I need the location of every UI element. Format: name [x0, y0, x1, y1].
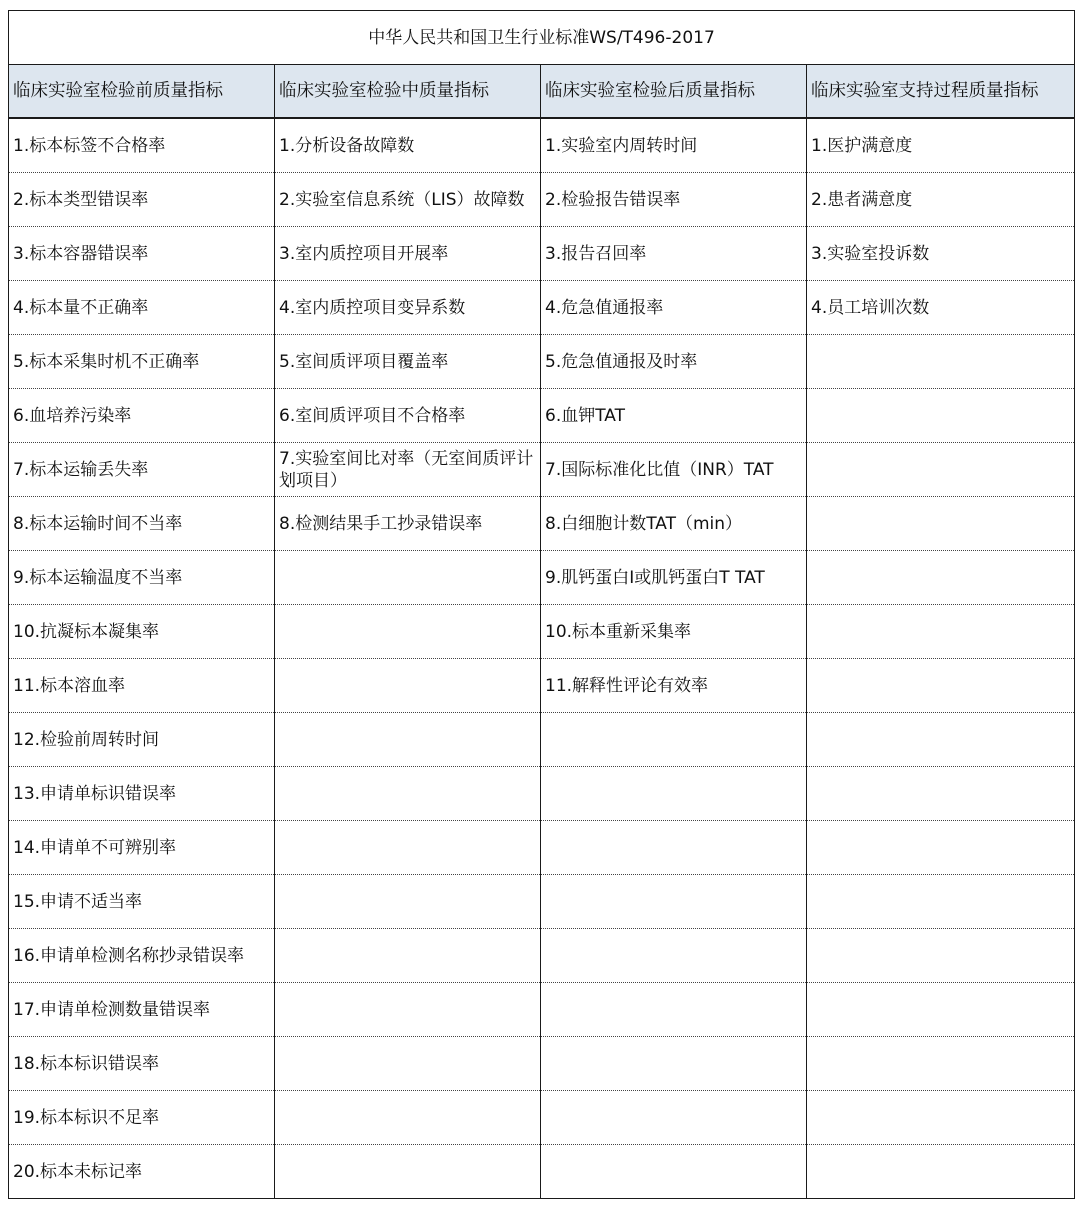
- table-cell: 18.标本标识错误率: [9, 1037, 275, 1091]
- table-cell: [541, 767, 807, 821]
- table-cell: [275, 875, 541, 929]
- table-cell: 19.标本标识不足率: [9, 1091, 275, 1145]
- table-cell: 5.室间质评项目覆盖率: [275, 335, 541, 389]
- table-cell: 1.医护满意度: [807, 118, 1075, 173]
- table-row: [9, 767, 1075, 821]
- header-post-analytical: 临床实验室检验后质量指标: [541, 65, 807, 119]
- table-cell: [275, 1037, 541, 1091]
- table-cell: [807, 1091, 1075, 1145]
- table-cell: [807, 1037, 1075, 1091]
- table-cell: 1.实验室内周转时间: [541, 118, 807, 173]
- table-row: [9, 118, 1075, 173]
- table-cell: 4.员工培训次数: [807, 281, 1075, 335]
- table-cell: [541, 1145, 807, 1199]
- table-cell: [807, 605, 1075, 659]
- table-cell: [541, 875, 807, 929]
- table-cell: 9.标本运输温度不当率: [9, 551, 275, 605]
- table-cell: 11.标本溶血率: [9, 659, 275, 713]
- table-body: [9, 118, 1075, 1199]
- table-cell: 3.实验室投诉数: [807, 227, 1075, 281]
- table-cell: [275, 767, 541, 821]
- table-cell: [275, 605, 541, 659]
- table-row: [9, 1145, 1075, 1199]
- table-cell: 6.室间质评项目不合格率: [275, 389, 541, 443]
- table-row: [9, 497, 1075, 551]
- table-row: [9, 929, 1075, 983]
- table-cell: 2.检验报告错误率: [541, 173, 807, 227]
- table-cell: 17.申请单检测数量错误率: [9, 983, 275, 1037]
- quality-indicator-table: [8, 10, 1075, 1199]
- table-cell: 2.标本类型错误率: [9, 173, 275, 227]
- table-cell: 9.肌钙蛋白I或肌钙蛋白T TAT: [541, 551, 807, 605]
- table-cell: 8.检测结果手工抄录错误率: [275, 497, 541, 551]
- table-cell: [807, 821, 1075, 875]
- table-cell: 2.患者满意度: [807, 173, 1075, 227]
- table-cell: 4.危急值通报率: [541, 281, 807, 335]
- table-row: [9, 1037, 1075, 1091]
- table-row: [9, 659, 1075, 713]
- table-cell: [541, 929, 807, 983]
- table-cell: 15.申请不适当率: [9, 875, 275, 929]
- table-cell: 7.国际标准化比值（INR）TAT: [541, 443, 807, 497]
- table-cell: [807, 875, 1075, 929]
- table-cell: [807, 389, 1075, 443]
- table-cell: 8.标本运输时间不当率: [9, 497, 275, 551]
- header-row: [9, 65, 1075, 119]
- table-cell: 4.室内质控项目变异系数: [275, 281, 541, 335]
- table-cell: 8.白细胞计数TAT（min）: [541, 497, 807, 551]
- table-cell: 3.室内质控项目开展率: [275, 227, 541, 281]
- table-cell: 14.申请单不可辨别率: [9, 821, 275, 875]
- table-title: 中华人民共和国卫生行业标准WS/T496-2017: [9, 11, 1075, 65]
- table-cell: [541, 713, 807, 767]
- table-cell: [275, 983, 541, 1037]
- table-cell: [807, 929, 1075, 983]
- table-row: [9, 443, 1075, 497]
- table-cell: 16.申请单检测名称抄录错误率: [9, 929, 275, 983]
- table-cell: 13.申请单标识错误率: [9, 767, 275, 821]
- table-cell: 1.分析设备故障数: [275, 118, 541, 173]
- table-cell: [807, 1145, 1075, 1199]
- header-support-process: 临床实验室支持过程质量指标: [807, 65, 1075, 119]
- table-cell: [541, 1037, 807, 1091]
- table-cell: [275, 659, 541, 713]
- table-cell: 11.解释性评论有效率: [541, 659, 807, 713]
- table-cell: [541, 1091, 807, 1145]
- table-cell: [807, 659, 1075, 713]
- table-cell: [275, 713, 541, 767]
- table-cell: 4.标本量不正确率: [9, 281, 275, 335]
- table-row: [9, 875, 1075, 929]
- title-row: [9, 11, 1075, 65]
- table-cell: [541, 821, 807, 875]
- table-row: [9, 605, 1075, 659]
- table-row: [9, 281, 1075, 335]
- table-cell: 2.实验室信息系统（LIS）故障数: [275, 173, 541, 227]
- table-cell: 5.危急值通报及时率: [541, 335, 807, 389]
- table-cell: [807, 983, 1075, 1037]
- table-cell: [807, 335, 1075, 389]
- table-row: [9, 821, 1075, 875]
- table-cell: [275, 929, 541, 983]
- table-cell: [275, 1091, 541, 1145]
- table-row: [9, 227, 1075, 281]
- table-cell: [275, 1145, 541, 1199]
- table-row: [9, 1091, 1075, 1145]
- table-cell: [807, 767, 1075, 821]
- table-cell: 5.标本采集时机不正确率: [9, 335, 275, 389]
- table-cell: 10.抗凝标本凝集率: [9, 605, 275, 659]
- table-cell: 7.标本运输丢失率: [9, 443, 275, 497]
- table-cell: [541, 983, 807, 1037]
- table-row: [9, 335, 1075, 389]
- table-cell: 20.标本未标记率: [9, 1145, 275, 1199]
- standard-table-frame: [8, 10, 1074, 1206]
- table-row: [9, 551, 1075, 605]
- table-cell: 6.血钾TAT: [541, 389, 807, 443]
- table-row: [9, 173, 1075, 227]
- table-cell: 10.标本重新采集率: [541, 605, 807, 659]
- table-cell: [807, 551, 1075, 605]
- table-cell: 3.报告召回率: [541, 227, 807, 281]
- table-cell: [807, 713, 1075, 767]
- table-cell: 1.标本标签不合格率: [9, 118, 275, 173]
- header-pre-analytical: 临床实验室检验前质量指标: [9, 65, 275, 119]
- table-cell: [807, 497, 1075, 551]
- table-cell: 3.标本容器错误率: [9, 227, 275, 281]
- table-cell: [807, 443, 1075, 497]
- table-cell: 12.检验前周转时间: [9, 713, 275, 767]
- table-row: [9, 983, 1075, 1037]
- table-cell: 7.实验室间比对率（无室间质评计划项目）: [275, 443, 541, 497]
- header-analytical: 临床实验室检验中质量指标: [275, 65, 541, 119]
- table-cell: [275, 551, 541, 605]
- table-cell: [275, 821, 541, 875]
- table-row: [9, 389, 1075, 443]
- table-row: [9, 713, 1075, 767]
- table-cell: 6.血培养污染率: [9, 389, 275, 443]
